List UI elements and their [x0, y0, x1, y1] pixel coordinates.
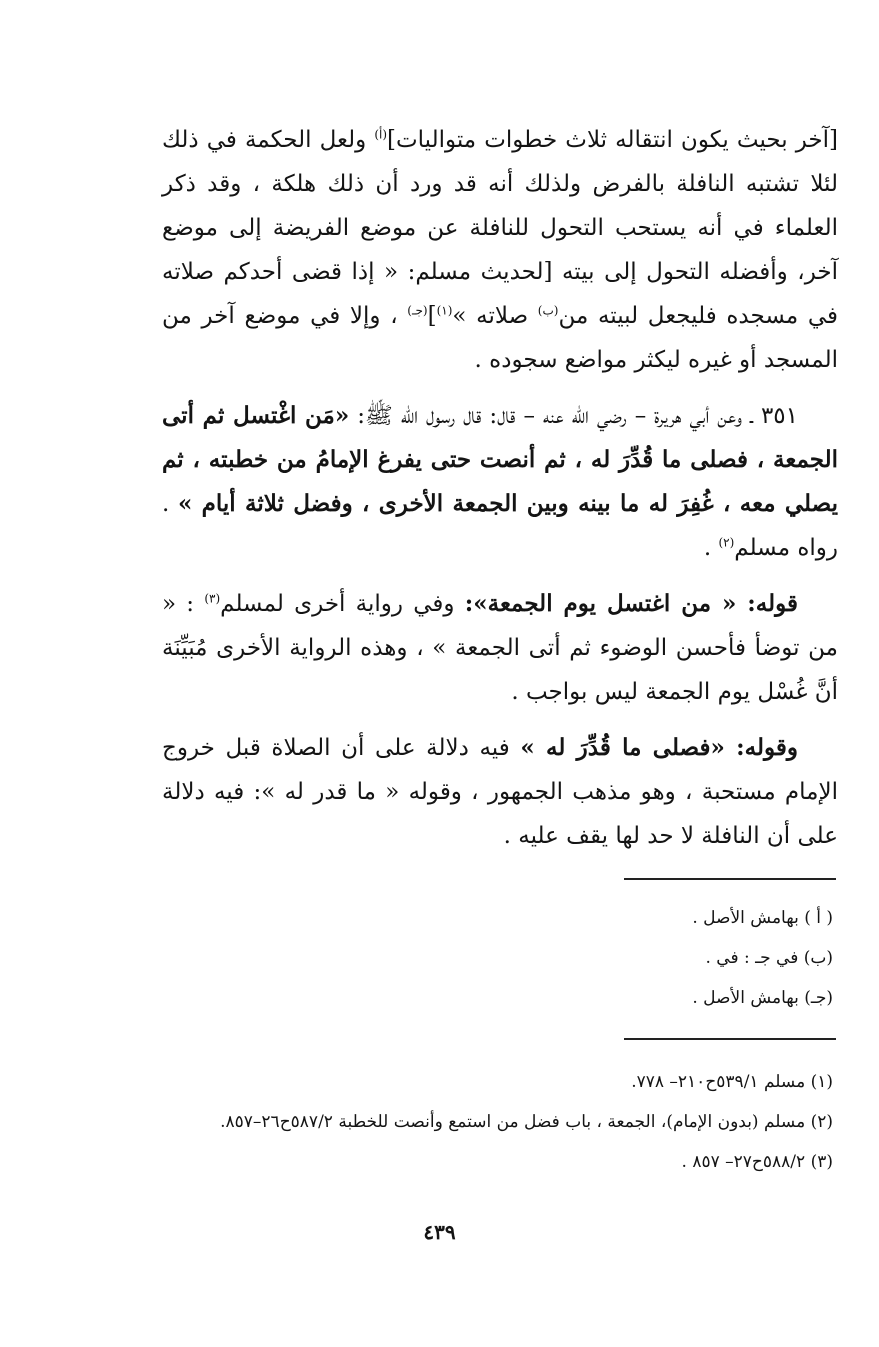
margin-notes [692, 898, 833, 1018]
text-run: ، وإلا في موضع آخر من المسجد أو غيره ليكثر مواضع سجوده . [162, 303, 838, 373]
text-run: ] [427, 303, 437, 329]
footnote: (٢) مسلم (بدون الإمام)، الجمعة ، باب فضل من استمع وأنصت للخطبة ٥٨٧/٢ح٢٦–٨٥٧. [220, 1112, 833, 1132]
text-run: : « من توضأ فأحسن الوضوء ثم أتى الجمعة » ، وهذه الرواية الأخرى مُبَيِّنَة أنَّ غُسْل يوم الجمعة ليس بواجب . [162, 591, 838, 705]
footnote: (٣) ٥٨٨/٢ح٢٧– ٨٥٧ . [681, 1152, 833, 1172]
text-run: . رواه مسلم [162, 491, 838, 561]
quoted-phrase: وقوله: «فصلى ما قُدِّرَ له » [520, 734, 798, 761]
margin-note: (جـ) بهامش الأصل . [692, 988, 833, 1008]
footnote-marker: (٣) [204, 591, 221, 606]
text-run: صلاته » [452, 303, 538, 329]
text-run: وفي رواية أخرى لمسلم [220, 591, 465, 617]
margin-note: ( أ ) بهامش الأصل . [692, 908, 833, 928]
notes-divider [624, 878, 836, 880]
text-run: [آخر بحيث يكون انتقاله ثلاث خطوات متواليات] [387, 127, 838, 153]
note-marker: (جـ) [407, 303, 428, 318]
commentary-2 [162, 726, 838, 858]
footnote: (١) مسلم ٥٣٩/١ح٢١٠– ٧٧٨. [631, 1072, 833, 1092]
commentary-1 [162, 582, 838, 714]
footnote-marker: (٢) [718, 535, 735, 550]
note-marker: (أ) [374, 127, 388, 142]
text-run: ولعل الحكمة في ذلك لئلا تشتبه النافلة بالفرض ولذلك أنه قد ورد أن ذلك هلكة ، وقد ذكر العلماء في أنه يستحب التحول للنافلة عن موضع الفريضة إلى موضع آخر، وأفضله التحول إلى بيته [لحديث مسلم: « إذا قضى أحدكم صلاته في مسجده فليجعل لبيته من [162, 127, 838, 329]
main-text [162, 118, 838, 858]
note-marker: (ب) [537, 303, 559, 318]
quoted-phrase: قوله: « من اغتسل يوم الجمعة»: [464, 590, 798, 617]
text-run: فيه دلالة على أن الصلاة قبل خروج الإمام مستحبة ، وهو مذهب الجمهور ، وقوله « ما قدر له »: فيه دلالة على أن النافلة لا حد لها يقف عليه . [162, 735, 838, 849]
hadith-intro: ٣٥١ ـ وعن أبي هريرة – رضي الله عنه – قال: قال رسول الله ﷺ: [349, 403, 798, 429]
hadith-text: «مَن اغْتسل ثم أتى الجمعة ، فصلى ما قُدِّرَ له ، ثم أنصت حتى يفرغ الإمامُ من خطبته ، ثم يصلي معه ، غُفِرَ له ما بينه وبين الجمعة الأخرى ، وفضل ثلاثة أيام » [162, 402, 838, 517]
page-number: ٤٣٩ [423, 1220, 456, 1244]
footnotes-divider [624, 1038, 836, 1040]
text-run: . [703, 535, 719, 561]
margin-note: (ب) في جـ : في . [705, 948, 833, 968]
hadith-351 [162, 394, 838, 570]
footnotes [220, 1062, 833, 1182]
paragraph-1 [162, 118, 838, 382]
footnote-marker: (١) [436, 303, 453, 318]
